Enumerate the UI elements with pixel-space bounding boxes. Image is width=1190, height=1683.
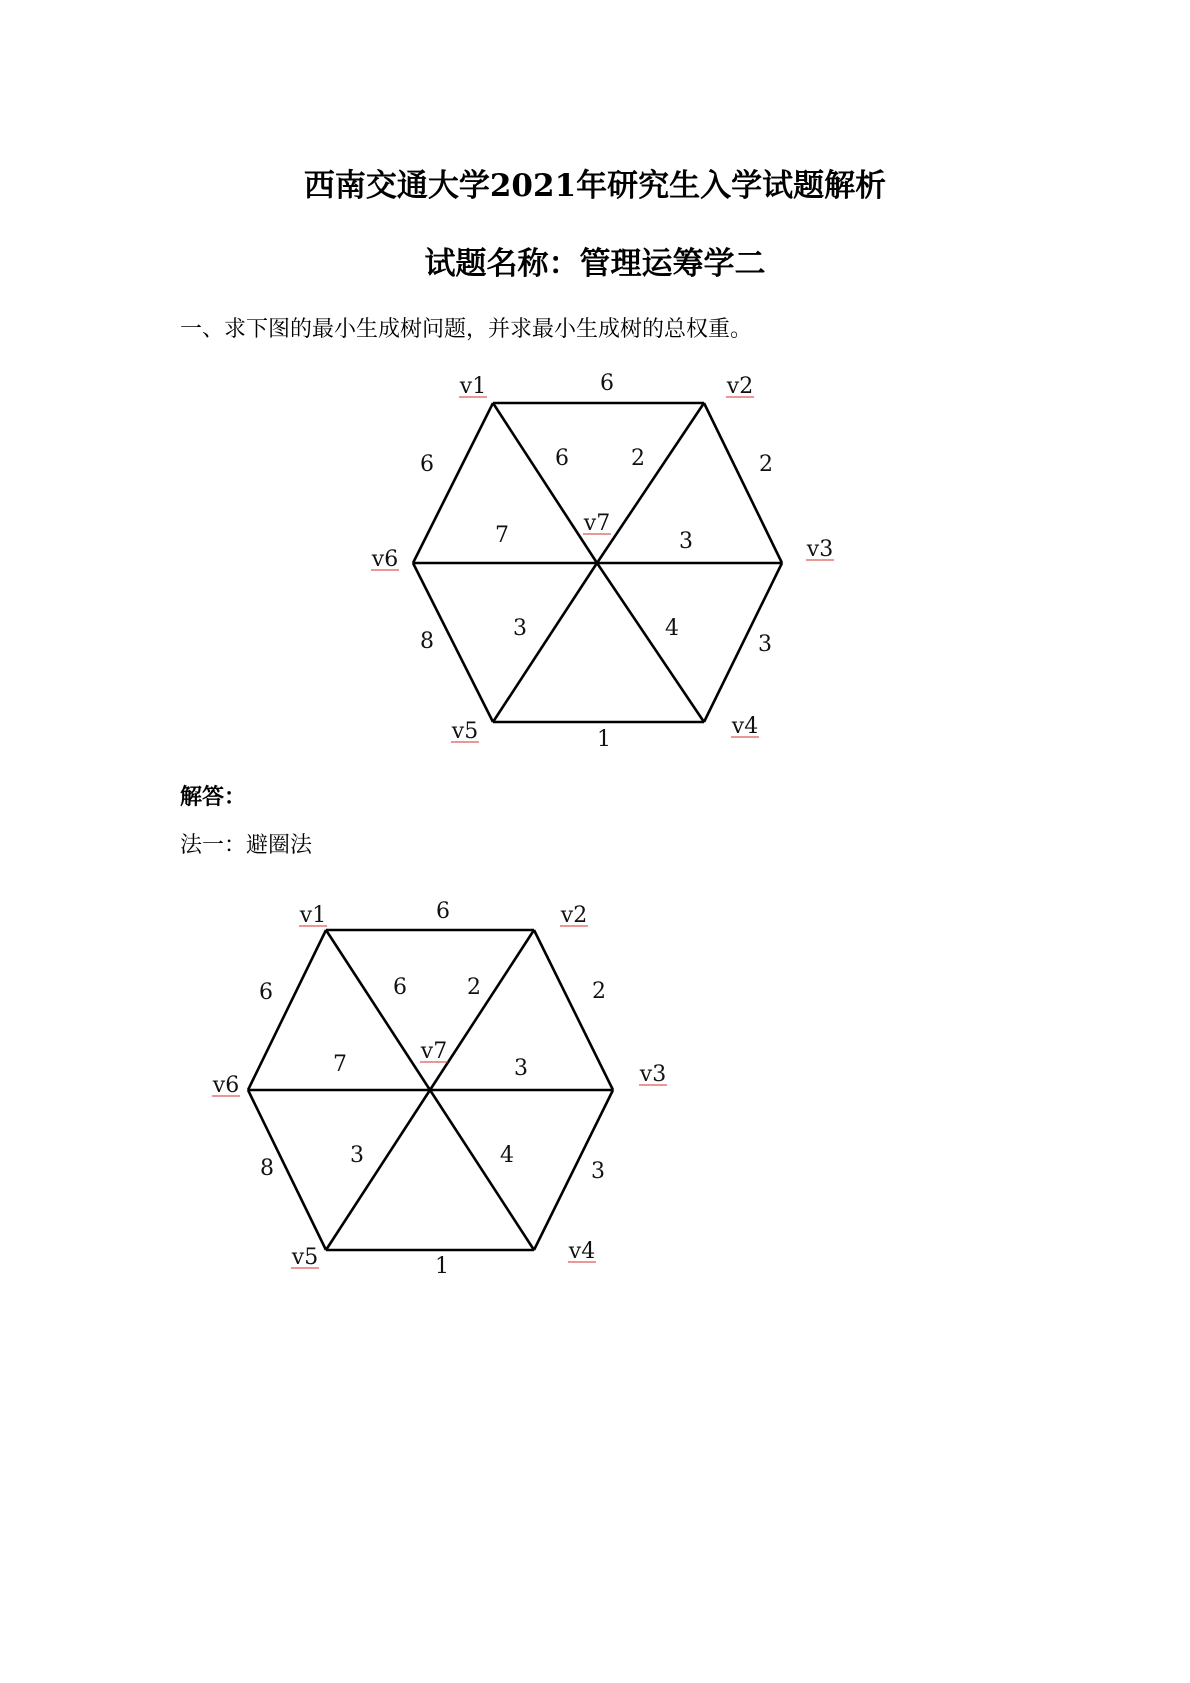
s-edge-weight-v1-v7: 6 [393,975,407,1000]
s-vertex-label-v1: v1 [299,903,327,928]
q-vertex-label-v7: v7 [583,511,611,536]
q-edge-weight-v6-v1: 6 [420,452,434,477]
s-edge-weight-v6-v1: 6 [259,980,273,1005]
s-edge-weight-v6-v7: 7 [333,1052,347,1077]
s-vertex-label-v3: v3 [639,1062,667,1087]
s-edge-weight-v5-v7: 3 [350,1143,364,1168]
q-edge-weight-v2-v3: 2 [759,452,773,477]
s-edge-weight-v3-v4: 3 [591,1159,605,1184]
page-title: 西南交通大学2021年研究生入学试题解析 [303,168,887,204]
s-edge-weight-v2-v7: 2 [467,975,481,1000]
q-edge-weight-v1-v7: 6 [555,446,569,471]
q-vertex-label-v4: v4 [731,714,759,739]
s-vertex-label-v5: v5 [291,1245,319,1270]
q-vertex-label-v5: v5 [451,719,479,744]
s-edge-weight-v4-v5: 1 [435,1254,449,1279]
q-edge-weight-v5-v6: 8 [420,629,434,654]
s-edge-v4-v7 [430,1090,534,1250]
q-edge-weight-v6-v7: 7 [495,523,509,548]
q-vertex-label-v3: v3 [806,537,834,562]
s-edge-weight-v2-v3: 2 [592,979,606,1004]
q-vertex-label-v1: v1 [459,374,487,399]
q-edge-weight-v4-v7: 4 [665,616,679,641]
s-edge-v5-v7 [326,1090,430,1250]
q-vertex-label-v2: v2 [726,374,754,399]
s-vertex-label-v2: v2 [560,903,588,928]
s-vertex-label-v6: v6 [212,1073,240,1098]
s-edge-v6-v1 [248,930,326,1090]
s-vertex-label-v7: v7 [420,1039,448,1064]
s-edge-v2-v3 [534,930,613,1090]
question-text: 一、求下图的最小生成树问题，并求最小生成树的总权重。 [180,317,753,342]
exam-subject-title: 试题名称：管理运筹学二 [424,246,766,282]
s-edge-weight-v5-v6: 8 [260,1156,274,1181]
method-one-label: 法一：避圈法 [180,833,313,858]
q-edge-weight-v3-v4: 3 [758,632,772,657]
q-edge-weight-v3-v7: 3 [679,529,693,554]
q-vertex-label-v6: v6 [371,547,399,572]
answer-heading: 解答： [180,784,247,810]
q-edge-weight-v5-v7: 3 [513,616,527,641]
q-edge-weight-v2-v7: 2 [631,446,645,471]
s-vertex-label-v4: v4 [568,1239,596,1264]
s-edge-weight-v4-v7: 4 [500,1143,514,1168]
q-edge-weight-v4-v5: 1 [597,727,611,752]
q-edge-weight-v1-v2: 6 [600,371,614,396]
s-edge-weight-v1-v2: 6 [436,899,450,924]
s-edge-weight-v3-v7: 3 [514,1056,528,1081]
